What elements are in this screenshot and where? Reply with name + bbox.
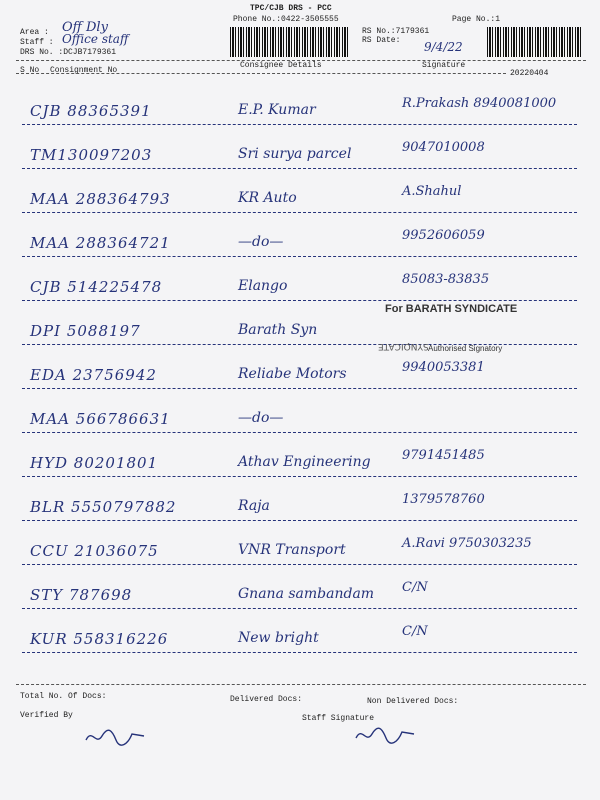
col-consignee: Consignee Details — [240, 61, 322, 70]
staff-signature-label: Staff Signature — [302, 714, 375, 723]
drs-barcode — [230, 27, 350, 57]
footer-rule — [16, 684, 586, 685]
receiver-signature: 9047010008 — [402, 140, 485, 155]
col-signature: Signature — [422, 61, 466, 70]
row-rule — [22, 300, 577, 301]
consignment-number: CJB 514225478 — [30, 278, 163, 296]
rs-barcode — [487, 27, 582, 57]
document-title: TPC/CJB DRS - PCC — [250, 4, 332, 13]
date-code: 20220404 — [510, 69, 549, 78]
row-rule — [22, 256, 577, 257]
receiver-signature: 9952606059 — [402, 228, 485, 243]
company-stamp: For BARATH SYNDICATE — [385, 303, 518, 315]
row-rule — [22, 388, 577, 389]
consignee-name: E.P. Kumar — [238, 102, 316, 118]
consignee-name: VNR Transport — [238, 542, 346, 558]
row-rule — [22, 608, 577, 609]
consignee-name: Gnana sambandam — [238, 586, 375, 602]
staff-value: Office staff — [62, 32, 129, 46]
staff-signature — [352, 724, 422, 746]
row-rule — [22, 124, 577, 125]
consignee-name: KR Auto — [238, 190, 297, 206]
consignee-name: Athav Engineering — [238, 454, 371, 470]
delivered-docs-label: Delivered Docs: — [230, 695, 303, 704]
consignee-name: Raja — [238, 498, 270, 514]
receiver-signature: 9791451485 — [402, 448, 485, 463]
row-rule — [22, 652, 577, 653]
total-docs-label: Total No. Of Docs: — [20, 692, 107, 701]
receiver-signature: A.Shahul — [402, 184, 462, 199]
consignment-number: HYD 80201801 — [30, 454, 159, 472]
row-rule — [22, 432, 577, 433]
receiver-signature: C/N — [402, 624, 428, 639]
consignment-number: TM130097203 — [30, 146, 153, 164]
row-rule — [22, 212, 577, 213]
row-rule — [22, 476, 577, 477]
rs-date-value: 9/4/22 — [424, 40, 463, 54]
consignment-number: MAA 288364721 — [30, 234, 171, 252]
stamp-mirror-text: ƎTAϽIQИYƧ — [378, 341, 429, 351]
consignee-name: Elango — [238, 278, 288, 294]
verifier-signature — [82, 726, 152, 748]
area-label: Area : — [20, 28, 49, 37]
receiver-signature: C/N — [402, 580, 428, 595]
consignee-name: New bright — [238, 630, 319, 646]
consignee-name: Sri surya parcel — [238, 146, 352, 162]
consignee-name: Barath Syn — [238, 322, 318, 338]
consignee-name: Reliabe Motors — [238, 366, 347, 382]
row-rule — [22, 168, 577, 169]
rs-date-label: RS Date: — [362, 36, 401, 45]
consignment-number: BLR 5550797882 — [30, 498, 177, 516]
verified-by-label: Verified By — [20, 711, 73, 720]
consignment-number: CCU 21036075 — [30, 542, 159, 560]
drs-number: DRS No. :DCJB7179361 — [20, 48, 117, 57]
consignment-number: STY 787698 — [30, 586, 133, 604]
consignment-number: KUR 558316226 — [30, 630, 169, 648]
non-delivered-docs-label: Non Delivered Docs: — [367, 697, 459, 706]
col-sno: S No — [20, 66, 40, 75]
col-consignment: Consignment No — [50, 66, 118, 75]
staff-label: Staff : — [20, 38, 54, 47]
receiver-signature: 9940053381 — [402, 360, 485, 375]
area-value: Off Dly — [62, 20, 108, 35]
receiver-signature: 1379578760 — [402, 492, 485, 507]
consignee-name: —do— — [238, 234, 284, 250]
rs-number: RS No.:7179361 — [362, 27, 430, 36]
receiver-signature: 85083-83835 — [402, 272, 490, 287]
consignment-number: MAA 288364793 — [30, 190, 171, 208]
receiver-signature: A.Ravi 9750303235 — [402, 536, 532, 551]
consignee-name: —do— — [238, 410, 284, 426]
consignment-number: CJB 88365391 — [30, 102, 152, 120]
row-rule — [22, 564, 577, 565]
receiver-signature: R.Prakash 8940081000 — [402, 96, 557, 111]
consignment-number: DPI 5088197 — [30, 322, 141, 340]
phone-number: Phone No.:0422-3505555 — [233, 15, 339, 24]
page-number: Page No.:1 — [452, 15, 501, 24]
row-rule — [22, 520, 577, 521]
authorised-signatory: Authorised Signatory — [428, 344, 503, 353]
consignment-number: EDA 23756942 — [30, 366, 157, 384]
consignment-number: MAA 566786631 — [30, 410, 171, 428]
header-bottom-rule — [16, 73, 506, 74]
